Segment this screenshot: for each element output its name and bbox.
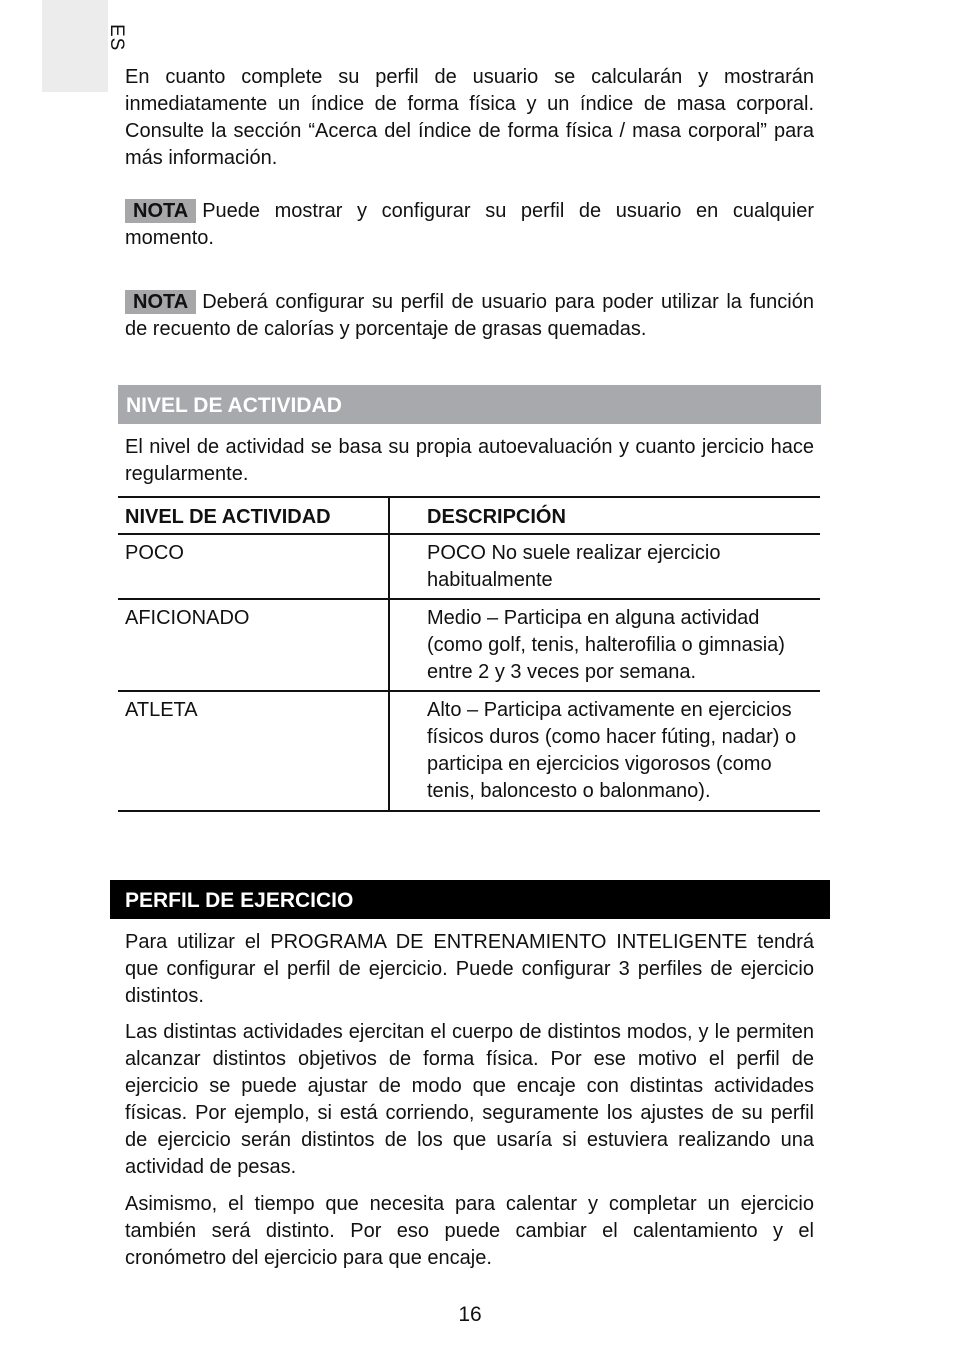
table-row	[118, 691, 820, 811]
table-header-description: DESCRIPCIÓN	[427, 506, 566, 528]
note-1	[125, 198, 814, 252]
table-cell-description: Alto – Participa activamente en ejercicios físicos duros (como hacer fúting, nadar) o participa en ejercicios vigorosos (como tenis, baloncesto o balonmano).	[427, 699, 797, 802]
exercise-heading: PERFIL DE EJERCICIO	[110, 880, 830, 919]
language-tab	[42, 0, 127, 92]
language-code: ES	[106, 24, 127, 52]
activity-heading: NIVEL DE ACTIVIDAD	[118, 385, 821, 424]
table-cell-level: AFICIONADO	[118, 599, 389, 691]
table-row	[118, 534, 820, 599]
activity-intro: El nivel de actividad se basa su propia autoevaluación y cuanto jercicio hace regularmente.	[125, 436, 814, 485]
exercise-paragraph-3: Asimismo, el tiempo que necesita para calentar y completar un ejercicio también será distinto. Por eso puede cambiar el calentamiento y el cronómetro del ejercicio para que encaje.	[125, 1193, 814, 1269]
note-2-badge: NOTA	[125, 290, 196, 314]
page-number: 16	[458, 1303, 482, 1326]
note-2-text: Deberá configurar su perfil de usuario para poder utilizar la función de recuento de calorías y porcentaje de grasas quemadas.	[125, 291, 814, 340]
note-1-badge: NOTA	[125, 199, 196, 223]
activity-table	[118, 496, 820, 812]
table-cell-level: POCO	[118, 534, 389, 599]
table-cell-level: ATLETA	[118, 691, 389, 811]
table-header-level: NIVEL DE ACTIVIDAD	[118, 497, 389, 534]
note-2	[125, 289, 814, 343]
table-row	[118, 599, 820, 691]
table-header-row	[118, 497, 820, 534]
note-1-text: Puede mostrar y configurar su perfil de usuario en cualquier momento.	[125, 200, 814, 249]
exercise-paragraph-2: Las distintas actividades ejercitan el cuerpo de distintos modos, y le permiten alcanzar distintos objetivos de forma física. Por ese motivo el perfil de ejercicio se puede ajustar de modo que encaje con distintas actividades físicas. Por ejemplo, si está corriendo, seguramente los ajustes de su perfil de ejercicio serán distintos de los que usaría si estuviera realizando una actividad de pesas.	[125, 1021, 814, 1178]
intro-paragraph: En cuanto complete su perfil de usuario se calcularán y mostrarán inmediatamente un índice de forma física y un índice de masa corporal. Consulte la sección “Acerca del índice de forma física / masa corporal” para más información.	[125, 66, 814, 169]
exercise-paragraph-1: Para utilizar el PROGRAMA DE ENTRENAMIENTO INTELIGENTE tendrá que configurar el perfil de ejercicio. Puede configurar 3 perfiles de ejercicio distintos.	[125, 931, 814, 1007]
table-cell-description: POCO No suele realizar ejercicio habitualmente	[427, 542, 721, 591]
table-cell-description: Medio – Participa en alguna actividad (como golf, tenis, halterofilia o gimnasia) entre 2 y 3 veces por semana.	[427, 607, 785, 683]
